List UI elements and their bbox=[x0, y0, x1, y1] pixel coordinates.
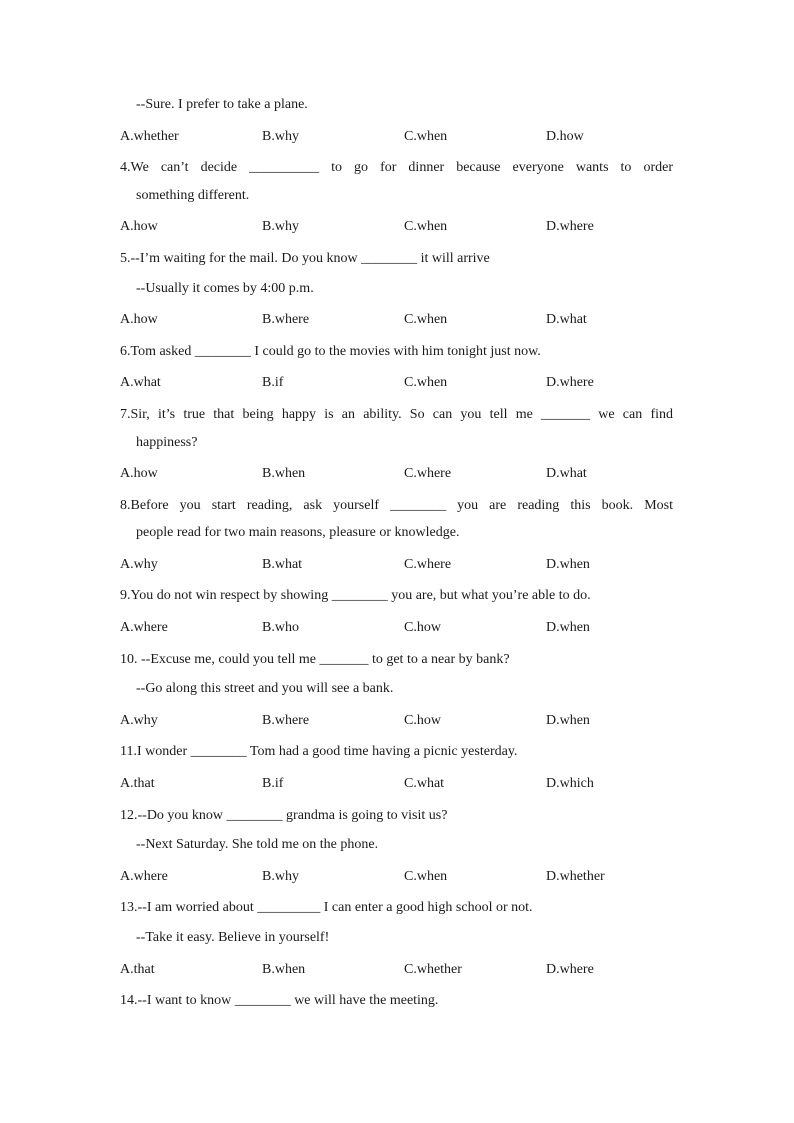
option-b: B.when bbox=[262, 466, 306, 481]
option-b: B.why bbox=[262, 129, 299, 144]
question-14: 14.--I want to know ________ we will have the meeting. bbox=[120, 993, 439, 1008]
option-a: A.how bbox=[120, 219, 158, 234]
option-a: A.how bbox=[120, 312, 158, 327]
option-d: D.what bbox=[546, 466, 587, 481]
answer-line: --Go along this street and you will see a bank. bbox=[136, 681, 394, 696]
option-b: B.when bbox=[262, 962, 306, 977]
option-a: A.where bbox=[120, 620, 168, 635]
option-b: B.why bbox=[262, 869, 299, 884]
option-d: D.what bbox=[546, 312, 587, 327]
option-c: C.when bbox=[404, 375, 448, 390]
option-c: C.whether bbox=[404, 962, 462, 977]
option-c: C.how bbox=[404, 620, 441, 635]
option-c: C.where bbox=[404, 466, 452, 481]
option-b: B.if bbox=[262, 776, 284, 791]
question-6: 6.Tom asked ________ I could go to the movies with him tonight just now. bbox=[120, 344, 541, 359]
answer-line: --Usually it comes by 4:00 p.m. bbox=[136, 281, 314, 296]
question-5: 5.--I’m waiting for the mail. Do you know ________ it will arrive bbox=[120, 251, 490, 266]
question-9: 9.You do not win respect by showing ________ you are, but what you’re able to do. bbox=[120, 588, 591, 603]
option-a: A.whether bbox=[120, 129, 179, 144]
option-a: A.that bbox=[120, 962, 155, 977]
option-d: D.where bbox=[546, 375, 594, 390]
option-a: A.how bbox=[120, 466, 158, 481]
question-7-cont: happiness? bbox=[136, 435, 198, 450]
option-b: B.where bbox=[262, 312, 310, 327]
question-4-cont: something different. bbox=[136, 188, 250, 203]
option-a: A.why bbox=[120, 557, 158, 572]
option-a: A.that bbox=[120, 776, 155, 791]
option-b: B.what bbox=[262, 557, 303, 572]
option-c: C.when bbox=[404, 129, 448, 144]
question-10: 10. --Excuse me, could you tell me _______ to get to a near by bank? bbox=[120, 652, 510, 667]
answer-line: --Take it easy. Believe in yourself! bbox=[136, 930, 330, 945]
question-13: 13.--I am worried about _________ I can enter a good high school or not. bbox=[120, 900, 533, 915]
question-7: 7.Sir, it’s true that being happy is an ability. So can you tell me _______ we can find bbox=[120, 407, 673, 422]
option-d: D.when bbox=[546, 620, 590, 635]
option-c: C.what bbox=[404, 776, 445, 791]
option-c: C.when bbox=[404, 219, 448, 234]
option-a: A.where bbox=[120, 869, 168, 884]
option-d: D.where bbox=[546, 962, 594, 977]
option-d: D.how bbox=[546, 129, 584, 144]
answer-line: --Next Saturday. She told me on the phone. bbox=[136, 837, 379, 852]
option-b: B.who bbox=[262, 620, 299, 635]
option-b: B.why bbox=[262, 219, 299, 234]
option-d: D.where bbox=[546, 219, 594, 234]
question-12: 12.--Do you know ________ grandma is going to visit us? bbox=[120, 808, 448, 823]
option-b: B.if bbox=[262, 375, 284, 390]
option-d: D.when bbox=[546, 713, 590, 728]
answer-line: --Sure. I prefer to take a plane. bbox=[136, 97, 308, 112]
option-a: A.why bbox=[120, 713, 158, 728]
option-c: C.where bbox=[404, 557, 452, 572]
option-c: C.when bbox=[404, 312, 448, 327]
option-d: D.which bbox=[546, 776, 594, 791]
question-11: 11.I wonder ________ Tom had a good time having a picnic yesterday. bbox=[120, 744, 518, 759]
option-c: C.how bbox=[404, 713, 441, 728]
question-4: 4.We can’t decide __________ to go for dinner because everyone wants to order bbox=[120, 160, 673, 175]
option-b: B.where bbox=[262, 713, 310, 728]
option-a: A.what bbox=[120, 375, 161, 390]
option-c: C.when bbox=[404, 869, 448, 884]
option-d: D.whether bbox=[546, 869, 605, 884]
option-d: D.when bbox=[546, 557, 590, 572]
question-8-cont: people read for two main reasons, pleasure or knowledge. bbox=[136, 525, 460, 540]
question-8: 8.Before you start reading, ask yourself ________ you are reading this book. Most bbox=[120, 498, 673, 513]
